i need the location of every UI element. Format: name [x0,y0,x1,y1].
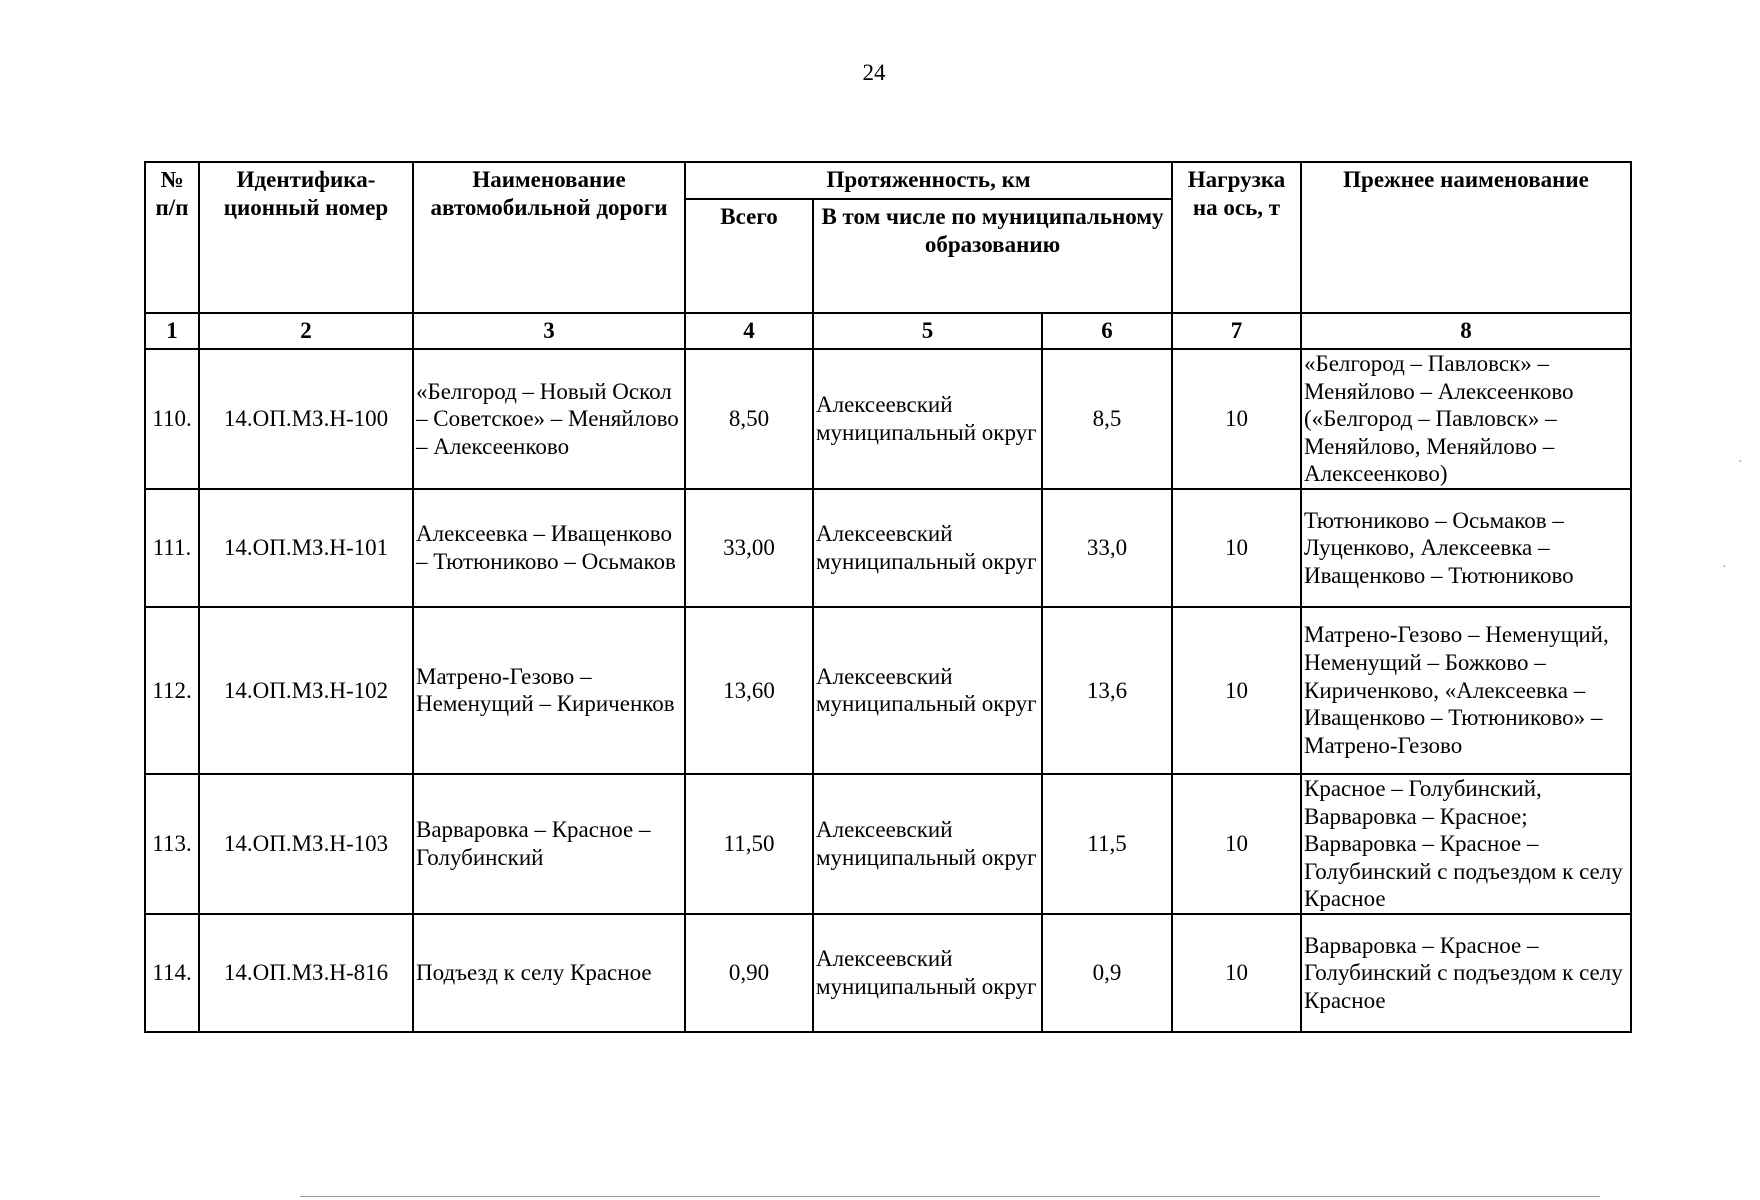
column-number-row [145,313,1631,349]
header-num: № п/п [145,162,199,313]
column-number: 8 [1301,313,1631,349]
length-municipal: 8,5 [1042,349,1172,489]
row-number: 110. [145,349,199,489]
header-former: Прежнее наименование [1301,162,1631,313]
axle-load: 10 [1172,774,1301,914]
column-number: 5 [813,313,1042,349]
column-number: 6 [1042,313,1172,349]
length-municipal: 0,9 [1042,914,1172,1032]
roads-table [144,161,1632,1033]
municipality: Алексеевский муниципальный округ [813,914,1042,1032]
length-total: 33,00 [685,489,813,607]
table-row [145,349,1631,489]
road-id: 14.ОП.МЗ.Н-816 [199,914,413,1032]
header-name: Наименование автомобильной дороги [413,162,685,313]
municipality: Алексеевский муниципальный округ [813,774,1042,914]
header-municipal: В том числе по муниципальному образованию [813,199,1172,313]
road-name: Алексеевка – Иващенково – Тютюниково – Осьмаков [413,489,685,607]
row-number: 114. [145,914,199,1032]
axle-load: 10 [1172,607,1301,774]
length-total: 0,90 [685,914,813,1032]
column-number: 3 [413,313,685,349]
column-number: 1 [145,313,199,349]
former-name: Варваровка – Красное – Голубинский с подъездом к селу Красное [1301,914,1631,1032]
column-number: 2 [199,313,413,349]
header-row [145,162,1631,199]
row-number: 111. [145,489,199,607]
municipality: Алексеевский муниципальный округ [813,349,1042,489]
axle-load: 10 [1172,914,1301,1032]
column-number: 7 [1172,313,1301,349]
scan-artifact-speck: · [1722,560,1727,575]
header-length-group: Протяженность, км [685,162,1172,199]
length-municipal: 11,5 [1042,774,1172,914]
road-name: Матрено-Гезово – Неменущий – Кириченков [413,607,685,774]
header-id: Идентифика-ционный номер [199,162,413,313]
page-number: 24 [862,60,886,85]
table-row [145,489,1631,607]
row-number: 113. [145,774,199,914]
road-name: «Белгород – Новый Оскол – Советское» – Меняйлово – Алексеенково [413,349,685,489]
axle-load: 10 [1172,349,1301,489]
length-municipal: 33,0 [1042,489,1172,607]
former-name: Матрено-Гезово – Неменущий, Неменущий – Божково – Кириченково, «Алексеевка – Иващенково – Тютюниково» – Матрено-Гезово [1301,607,1631,774]
former-name: «Белгород – Павловск» – Меняйлово – Алексеенково («Белгород – Павловск» – Меняйлово, Меняйлово – Алексеенково) [1301,349,1631,489]
former-name: Красное – Голубинский, Варваровка – Красное; Варваровка – Красное – Голубинский с подъездом к селу Красное [1301,774,1631,914]
length-total: 11,50 [685,774,813,914]
axle-load: 10 [1172,489,1301,607]
road-id: 14.ОП.МЗ.Н-103 [199,774,413,914]
table-row [145,607,1631,774]
road-name: Подъезд к селу Красное [413,914,685,1032]
former-name: Тютюниково – Осьмаков – Луценково, Алексеевка – Иващенково – Тютюниково [1301,489,1631,607]
road-id: 14.ОП.МЗ.Н-102 [199,607,413,774]
road-id: 14.ОП.МЗ.Н-100 [199,349,413,489]
table-row [145,774,1631,914]
road-name: Варваровка – Красное – Голубинский [413,774,685,914]
municipality: Алексеевский муниципальный округ [813,607,1042,774]
road-id: 14.ОП.МЗ.Н-101 [199,489,413,607]
scan-artifact-speck: · [1738,455,1743,470]
column-number: 4 [685,313,813,349]
scan-artifact-line [300,1196,1600,1197]
municipality: Алексеевский муниципальный округ [813,489,1042,607]
length-total: 13,60 [685,607,813,774]
length-municipal: 13,6 [1042,607,1172,774]
length-total: 8,50 [685,349,813,489]
row-number: 112. [145,607,199,774]
table-row [145,914,1631,1032]
header-total: Всего [685,199,813,313]
header-load: Нагрузка на ось, т [1172,162,1301,313]
